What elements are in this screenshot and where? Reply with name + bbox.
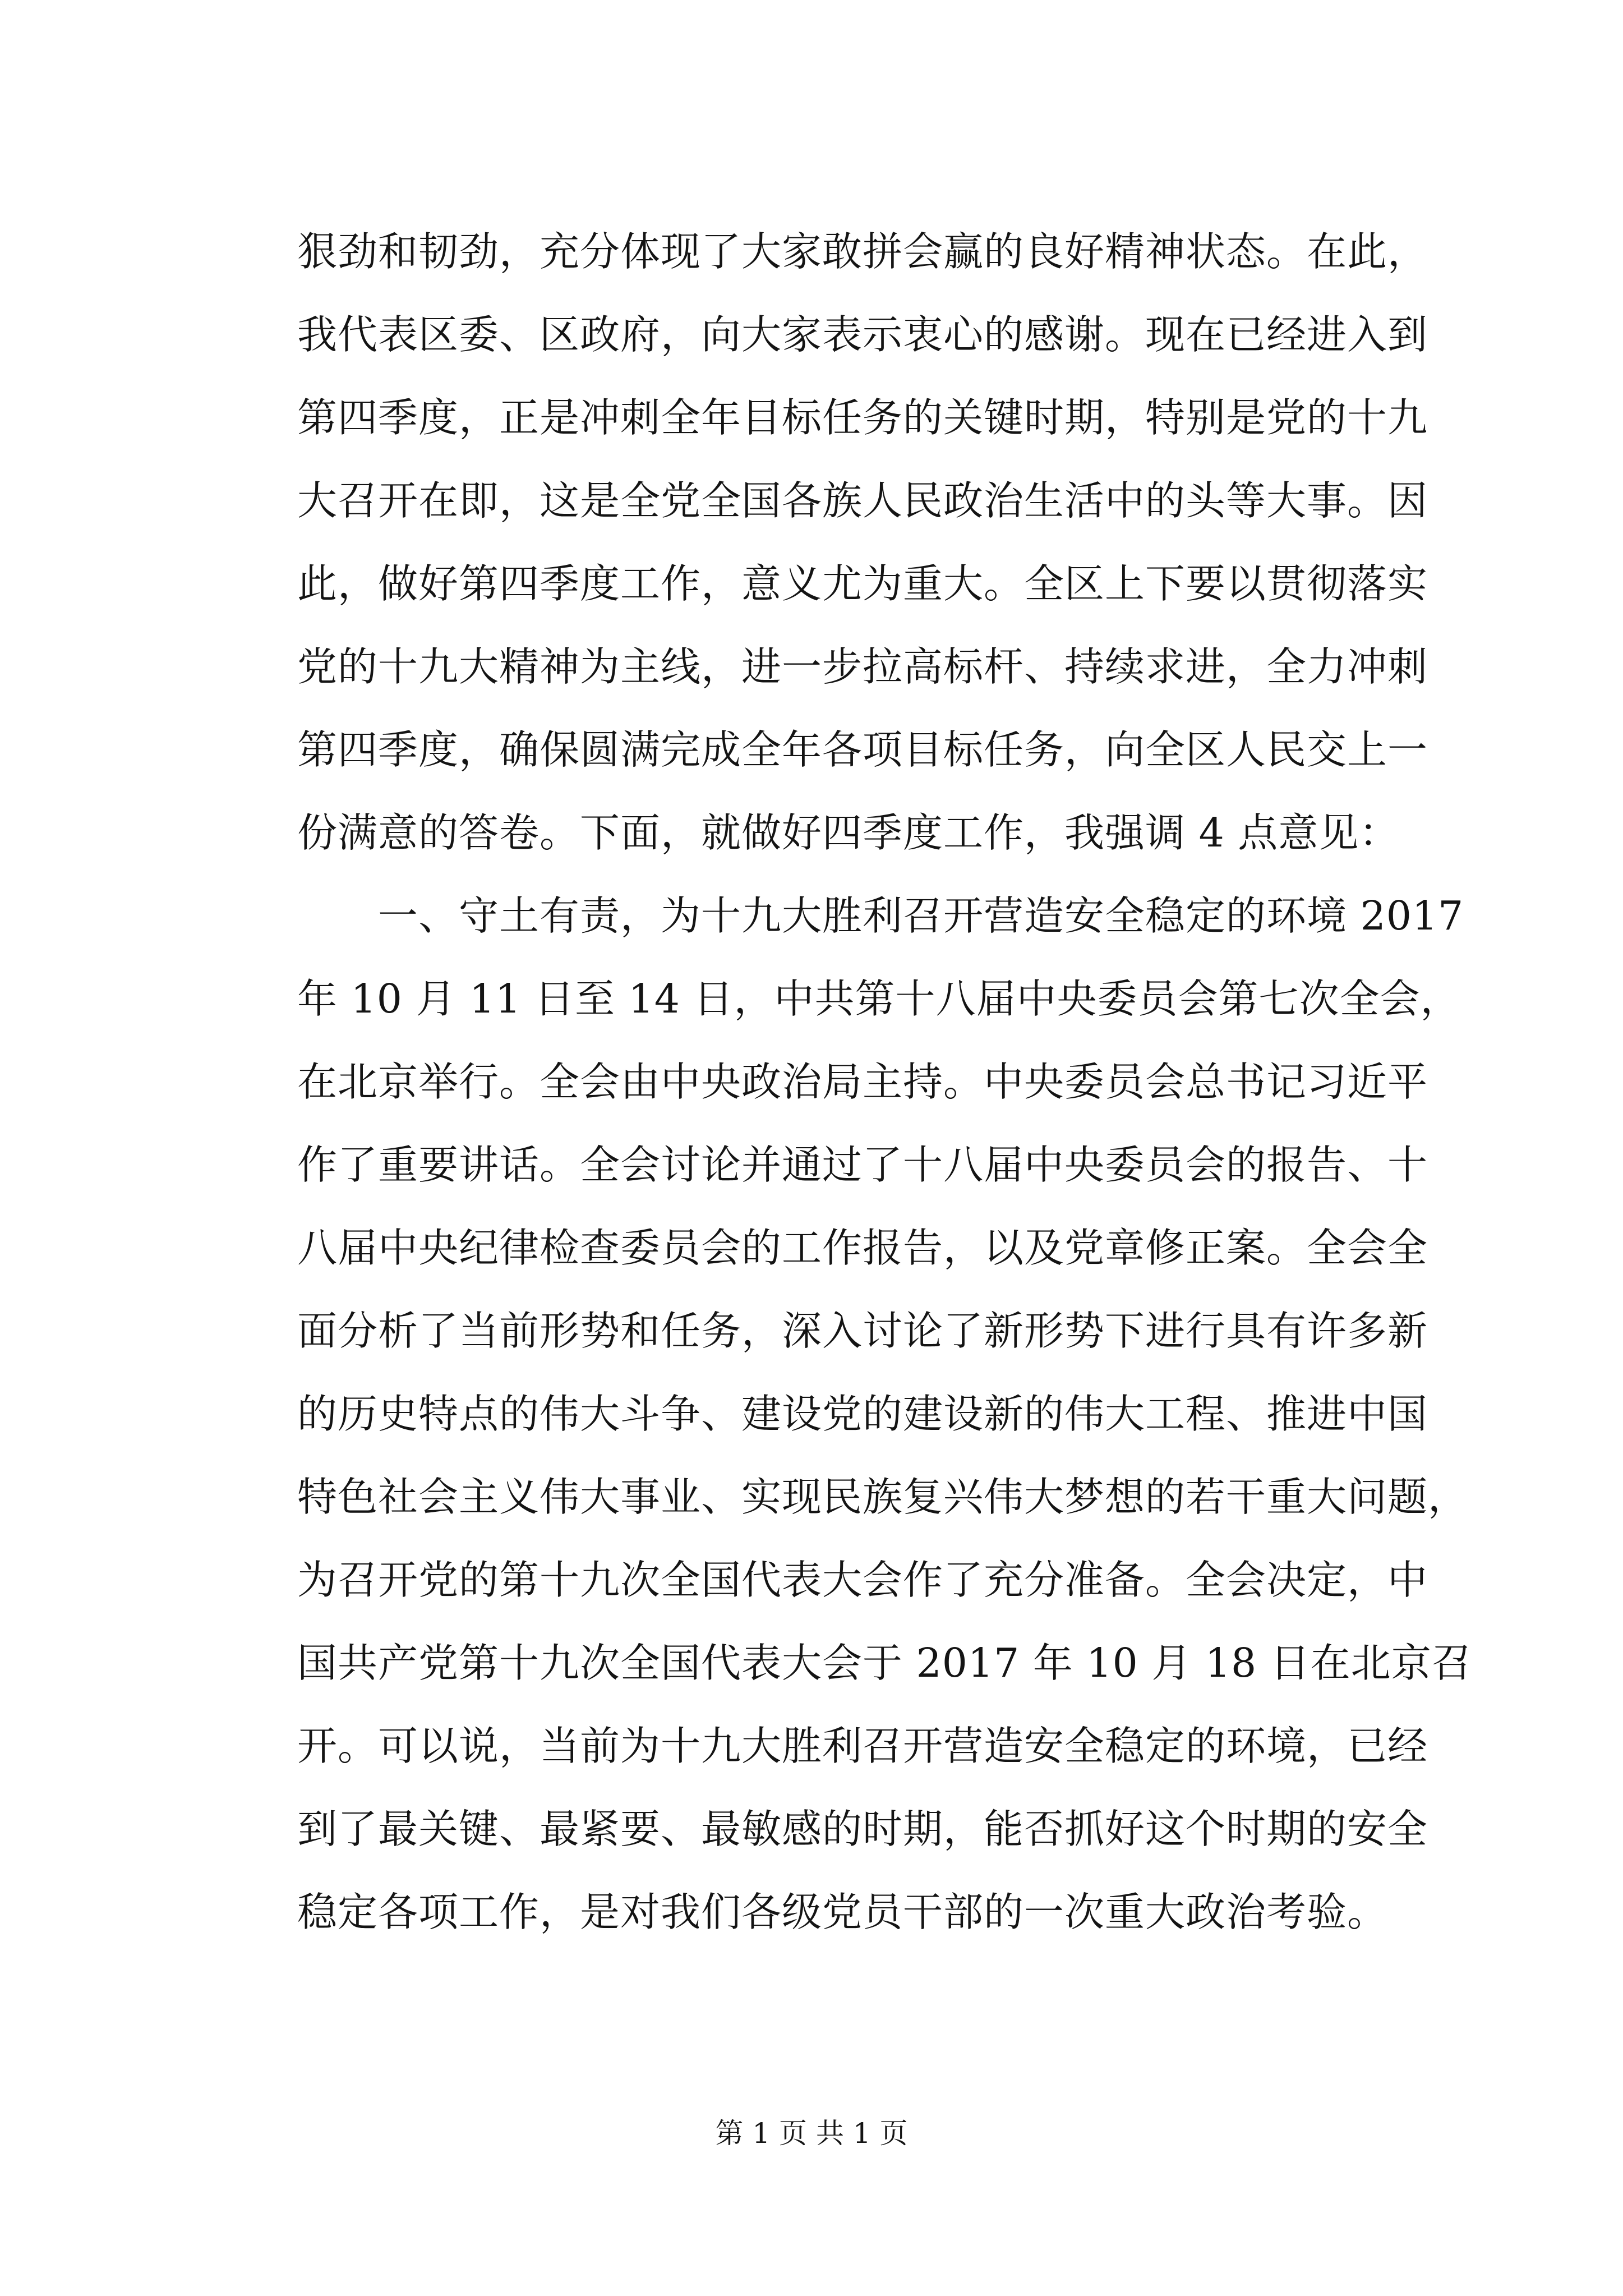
text-line: 年 10 月 11 日至 14 日，中共第十八届中央委员会第七次全会， (297, 976, 1461, 1022)
page-footer: 第 1 页 共 1 页 (715, 2117, 908, 2150)
text-line: 大召开在即，这是全党全国各族人民政治生活中的头等大事。因 (297, 477, 1428, 524)
text-line: 我代表区委、区政府，向大家表示衷心的感谢。现在已经进入到 (297, 311, 1428, 358)
text-line: 党的十九大精神为主线，进一步拉高标杆、持续求进，全力冲刺 (297, 643, 1428, 690)
text-line: 到了最关键、最紧要、最敏感的时期，能否抓好这个时期的安全 (297, 1806, 1428, 1852)
text-line: 此，做好第四季度工作，意义尤为重大。全区上下要以贯彻落实 (297, 560, 1428, 607)
text-line: 的历史特点的伟大斗争、建设党的建设新的伟大工程、推进中国 (297, 1391, 1428, 1437)
text-line: 面分析了当前形势和任务，深入讨论了新形势下进行具有许多新 (297, 1308, 1428, 1354)
text-line: 第四季度，确保圆满完成全年各项目标任务，向全区人民交上一 (297, 726, 1428, 773)
text-line: 在北京举行。全会由中央政治局主持。中央委员会总书记习近平 (297, 1059, 1428, 1105)
text-line: 开。可以说，当前为十九大胜利召开营造安全稳定的环境，已经 (297, 1723, 1428, 1769)
body-text (297, 210, 1472, 1954)
text-line: 一、守土有责，为十九大胜利召开营造安全稳定的环境 2017 (297, 892, 1464, 939)
text-line: 为召开党的第十九次全国代表大会作了充分准备。全会决定，中 (297, 1557, 1428, 1603)
text-line: 特色社会主义伟大事业、实现民族复兴伟大梦想的若干重大问题， (297, 1474, 1469, 1520)
text-line: 份满意的答卷。下面，就做好四季度工作，我强调 4 点意见： (297, 809, 1400, 856)
text-line: 稳定各项工作，是对我们各级党员干部的一次重大政治考验。 (297, 1889, 1388, 1935)
text-line: 作了重要讲话。全会讨论并通过了十八届中央委员会的报告、十 (297, 1142, 1428, 1188)
text-line: 狠劲和韧劲，充分体现了大家敢拼会赢的良好精神状态。在此， (297, 228, 1428, 275)
text-line: 第四季度，正是冲刺全年目标任务的关键时期，特别是党的十九 (297, 394, 1428, 441)
text-line: 国共产党第十九次全国代表大会于 2017 年 10 月 18 日在北京召 (297, 1640, 1472, 1686)
text-line: 八届中央纪律检查委员会的工作报告，以及党章修正案。全会全 (297, 1225, 1428, 1271)
